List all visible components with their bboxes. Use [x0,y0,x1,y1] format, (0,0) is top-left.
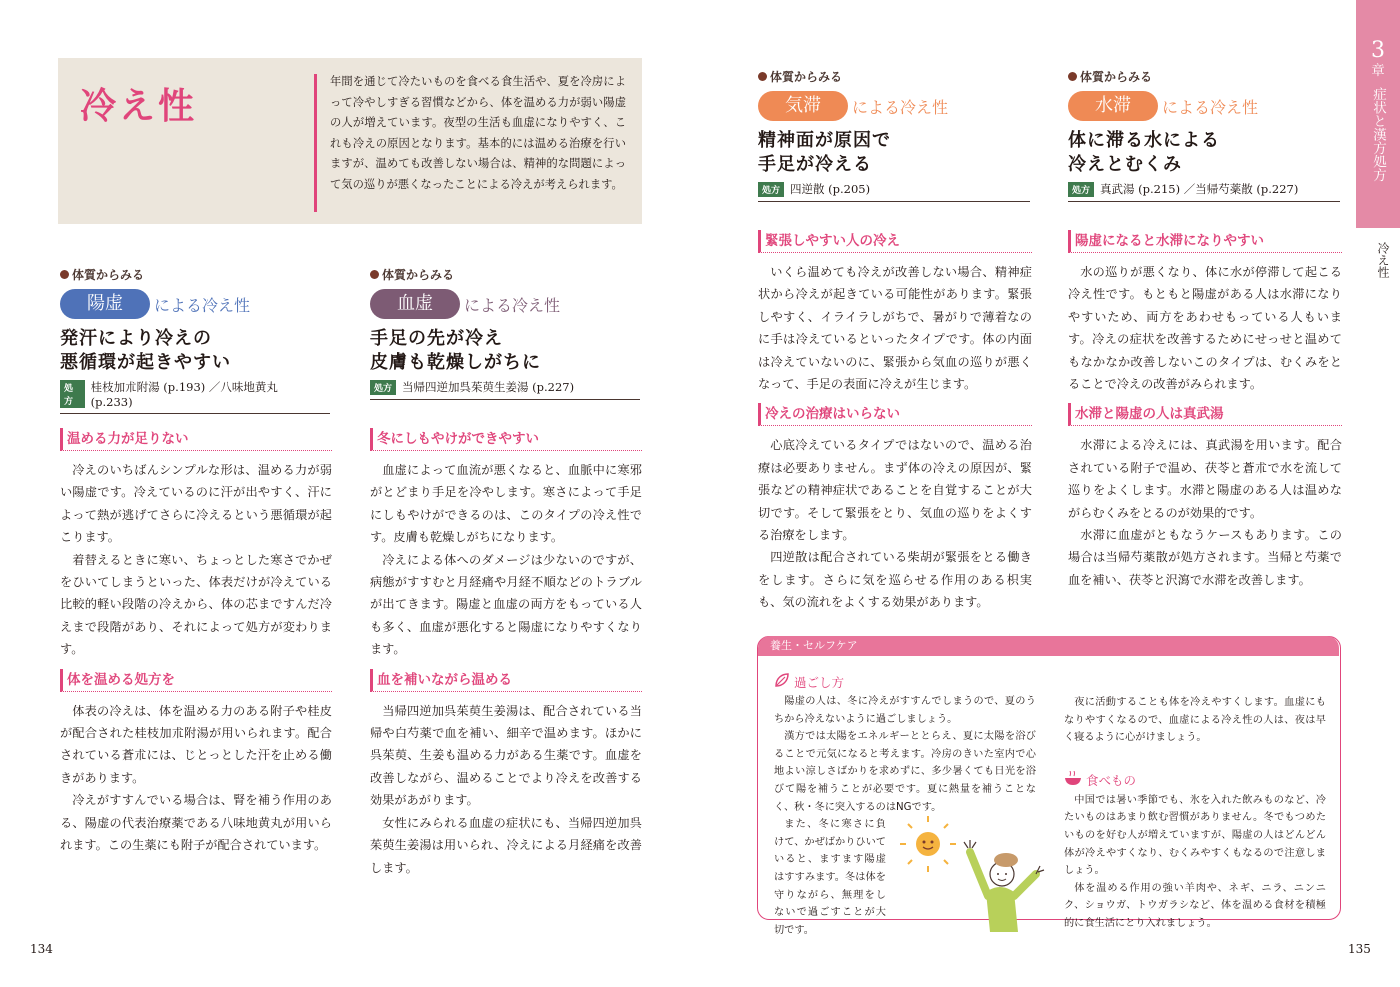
section-heading: 体を温める処方を [60,669,332,692]
column1-body [60,428,332,857]
care-subheading: 過ごし方 [774,672,1036,691]
hero-intro: 年間を通じて冷たいものを食べる食生活や、夏を冷房によって冷やしすぎる習慣などから、体を温める力が弱い陽虚の人が増えています。夜型の生活も血虚になりやすく、これも冷えの原因となります。基本的には温める治療を行いますが、温めても改善しない場合は、精神的な問題によって気の巡りが悪くなったことによる冷えが考えられます。 [330,75,626,191]
column-yang-deficiency [60,266,306,414]
category-label: 体質からみる [758,68,1030,85]
sunshine-illustration [890,812,1060,932]
type-suffix: による冷え性 [852,97,949,117]
section-body: 水の巡りが悪くなり、体に水が停滞して起こる冷え性です。もともと陽虚がある人は水滞になりやすいため、両方をあわせもっている人もいます。冷えの症状を改善するためにせっせと温めてもなかなか改善しないこのタイプは、むくみをとることで冷えの改善がみられます。 [1068,265,1342,392]
section-body: 水滞による冷えには、真武湯を用います。配合されている附子で温め、茯苓と蒼朮で水を流して巡りをよくします。水滞と陽虚のある人は温めながらむくみをとるのが効果的です。 水滞に血虚がともなうケースもあります。この場合は当帰芍薬散が処方されます。当帰と芍薬で血を補い、茯苓と沢瀉で水滞を改善します。 [1068,438,1342,587]
hero-divider [314,74,317,212]
bullet-dot-icon [370,270,379,279]
prescription-text: 真武湯 (p.215) ／当帰芍薬散 (p.227) [1100,182,1299,196]
column-qi-stagnation [758,68,1030,202]
type-pill: 気滞 [758,91,848,121]
bullet-dot-icon [758,72,767,81]
subtitle: 発汗により冷えの 悪循環が起きやすい [60,328,231,373]
section-heading: 血を補いながら温める [370,669,642,692]
column2-body [370,428,642,879]
type-heading [1068,91,1340,121]
section-heading: 冷えの治療はいらない [758,403,1032,426]
section-body: 心底冷えているタイプではないので、温める治療は必要ありません。まず体の冷えの原因が、緊張などの精神症状であることを自覚することが大切です。そして緊張をとり、気血の巡りをよくする治療をします。 四逆散は配合されている柴胡が緊張をとる働きをします。さらに気を巡らせる作用のある枳実も、気の流れをよくする効果があります。 [758,438,1032,610]
column3-body [758,230,1032,614]
type-pill: 血虚 [370,289,460,319]
divider [1068,201,1340,202]
section-heading: 陽虚になると水滞になりやすい [1068,230,1342,253]
section-body: 血虚によって血流が悪くなると、血脈中に寒邪がとどまり手足を冷やします。寒さによって手足にしもやけができるのは、このタイプの冷え性です。皮膚も乾燥しがちになります。 冷えによる体へのダメージは少ないのですが、病態がすすむと月経痛や月経不順などのトラブルが出てきます。陽虚と血虚の両方をもっている人も多く、血虚が悪化すると陽虚になりやすくなります。 [370,463,642,657]
prescription-text: 四逆散 (p.205) [790,182,871,196]
page-number-left: 134 [30,942,53,956]
bullet-dot-icon [60,270,69,279]
care-subheading: 食べもの [1064,771,1326,790]
section-heading: 緊張しやすい人の冷え [758,230,1032,253]
care-text: 中国では暑い季節でも、氷を入れた飲みものなど、冷たいものはあまり飲む習慣がありません。冬でもつめたいものを好む人が増えていますが、陽虚の人はどんどん体が冷えやすくなり、むくみやすくもなるので注意しましょう。 体を温める作用の強い羊肉や、ネギ、ニラ、ニンニク、ショウガ、トウガラシなど、体を温める食材を積極的に食生活にとり入れましょう。 [1064,794,1326,929]
page-title: 冷え性 [80,86,198,127]
type-heading [758,91,1030,121]
type-suffix: による冷え性 [464,295,561,315]
prescription-tag: 処方 [1068,182,1094,197]
prescription-line [1068,181,1340,197]
chapter-tab-text: 3 章 症状と漢方処方 [1370,38,1386,182]
prescription-line [758,181,1030,197]
type-heading [60,289,306,319]
type-suffix: による冷え性 [1162,97,1259,117]
section-heading: 水滞と陽虚の人は真武湯 [1068,403,1342,426]
care-text-narrow: また、冬に寒さに負けて、かぜばかりひいていると、ますます陽虚はすすみます。冬は体を守りながら、無理をしないで過ごすことが大切です。 [774,819,886,936]
type-suffix: による冷え性 [154,295,251,315]
prescription-tag: 処方 [60,380,85,408]
sun-icon [900,816,956,872]
bowl-icon [1064,771,1082,790]
section-index: 冷え性 [1376,242,1390,278]
type-pill: 陽虚 [60,289,150,319]
woman-figure [964,840,1044,932]
subtitle: 精神面が原因で 手足が冷える [758,130,891,175]
care-right-column [1064,694,1326,933]
type-heading [370,289,640,319]
category-label: 体質からみる [370,266,640,283]
section-body: 当帰四逆加呉茱萸生姜湯は、配合されている当帰や白芍薬で血を補い、細辛で温めます。ほかに呉茱萸、生姜も温める力がある生薬です。血虚を改善しながら、温めることでより冷えを改善する効果があがります。 女性にみられる血虚の症状にも、当帰四逆加呉茱萸生姜湯は用いられ、冷えによる月経痛を改善します。 [370,703,642,875]
column-water-stagnation [1068,68,1340,202]
care-text: 陽虚の人は、冬に冷えがすすんでしまうので、夏のうちから冷えないように過ごしましょう。 漢方では太陽をエネルギーととらえ、夏に太陽を浴びることで元気になると考えます。冷房のきいた室内で心地よい涼しさばかりを求めずに、多少暑くても日光を浴びて陽を補うことが必要です。夏に熱量を補うことなく、秋・冬に突入するのはNGです。 [774,696,1036,813]
section-heading: 温める力が足りない [60,428,332,451]
section-body: 冷えのいちばんシンプルな形は、温める力が弱い陽虚です。冷えているのに汗が出やすく、汗によって熱が逃げてさらに冷えるという悪循環が起こります。 着替えるときに寒い、ちょっとした寒さでかぜをひいてしまうといった、体表だけが冷えている比較的軽い段階の冷えから、体の芯まですんだ冷えまで段階があり、それによって処方が変わります。 [60,463,332,657]
section-body: 体表の冷えは、体を温める力のある附子や桂皮が配合された桂枝加朮附湯が用いられます。配合されている蒼朮には、じとっとした汗を止める働きがあります。 冷えがすすんでいる場合は、腎を補う作用のある、陽虚の代表治療薬である八味地黄丸が用いられます。この生薬にも附子が配合されています。 [60,703,332,853]
divider [60,413,330,414]
column-blood-deficiency [370,266,640,400]
category-label: 体質からみる [60,266,306,283]
type-pill: 水滞 [1068,91,1158,121]
subtitle: 手足の先が冷え 皮膚も乾燥しがちに [370,328,541,373]
chapter-title: 症状と漢方処方 [1370,87,1386,182]
bullet-dot-icon [1068,72,1077,81]
leaf-icon [774,672,790,691]
prescription-text: 桂枝加朮附湯 (p.193) ／八味地黄丸 (p.233) [90,380,278,409]
prescription-tag: 処方 [758,182,784,197]
prescription-line [370,379,640,395]
category-label: 体質からみる [1068,68,1340,85]
section-body: いくら温めても冷えが改善しない場合、精神症状から冷えが起きている可能性があります。緊張しやすく、イライラしがちで、暑がりで薄着なのに手は冷えているといったタイプです。体の内面は冷えていないのに、緊張から気血の巡りが悪くなって、手足の表面に冷えが生じます。 [758,265,1032,392]
divider [370,399,640,400]
subtitle: 体に滞る水による 冷えとむくみ [1068,130,1220,175]
section-heading: 冬にしもやけができやすい [370,428,642,451]
page-number-right: 135 [1348,942,1371,956]
prescription-text: 当帰四逆加呉茱萸生姜湯 (p.227) [402,380,575,394]
care-text: 夜に活動することも体を冷えやすくします。血虚にもなりやすくなるので、血虚による冷え性の人は、夜は早く寝るように心がけましょう。 [1064,697,1326,744]
column4-body [1068,230,1342,591]
prescription-line [60,379,306,409]
divider [758,201,1030,202]
prescription-tag: 処方 [370,380,396,395]
self-care-header: 養生・セルフケア [758,636,1339,656]
